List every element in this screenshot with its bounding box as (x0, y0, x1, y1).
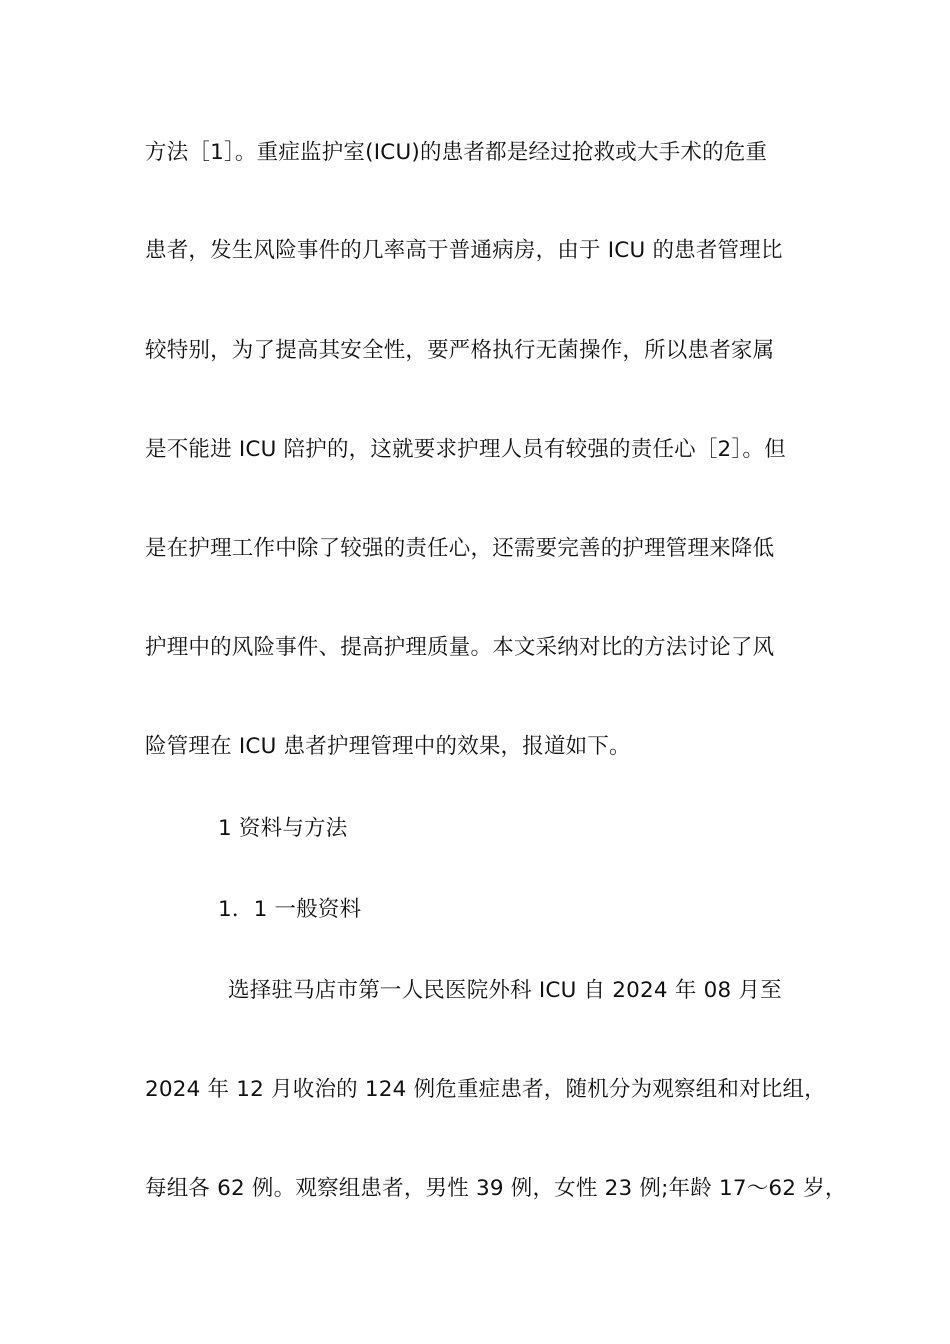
body-text-line-4: 是不能进 ICU 陪护的，这就要求护理人员有较强的责任心［2］。但 (145, 437, 786, 462)
body-text-line-5: 是在护理工作中除了较强的责任心，还需要完善的护理管理来降低 (145, 536, 775, 561)
body-text-line-2: 患者，发生风险事件的几率高于普通病房，由于 ICU 的患者管理比 (145, 238, 783, 263)
body-text-line-6: 护理中的风险事件、提高护理质量。本文采纳对比的方法讨论了风 (145, 635, 775, 660)
section-heading: 1 资料与方法 (218, 816, 348, 841)
paragraph-line-1: 选择驻马店市第一人民医院外科 ICU 自 2024 年 08 月至 (228, 978, 782, 1003)
paragraph-line-2: 2024 年 12 月收治的 124 例危重症患者，随机分为观察组和对比组， (145, 1077, 826, 1102)
body-text-line-1: 方法［1］。重症监护室(ICU)的患者都是经过抢救或大手术的危重 (145, 140, 768, 165)
body-text-line-3: 较特别，为了提高其安全性，要严格执行无菌操作，所以患者家属 (145, 338, 775, 363)
paragraph-line-3: 每组各 62 例。观察组患者，男性 39 例，女性 23 例;年龄 17～62 岁， (145, 1176, 847, 1201)
subsection-heading: 1．1 一般资料 (218, 897, 362, 922)
body-text-line-7: 险管理在 ICU 患者护理管理中的效果，报道如下。 (145, 734, 631, 759)
